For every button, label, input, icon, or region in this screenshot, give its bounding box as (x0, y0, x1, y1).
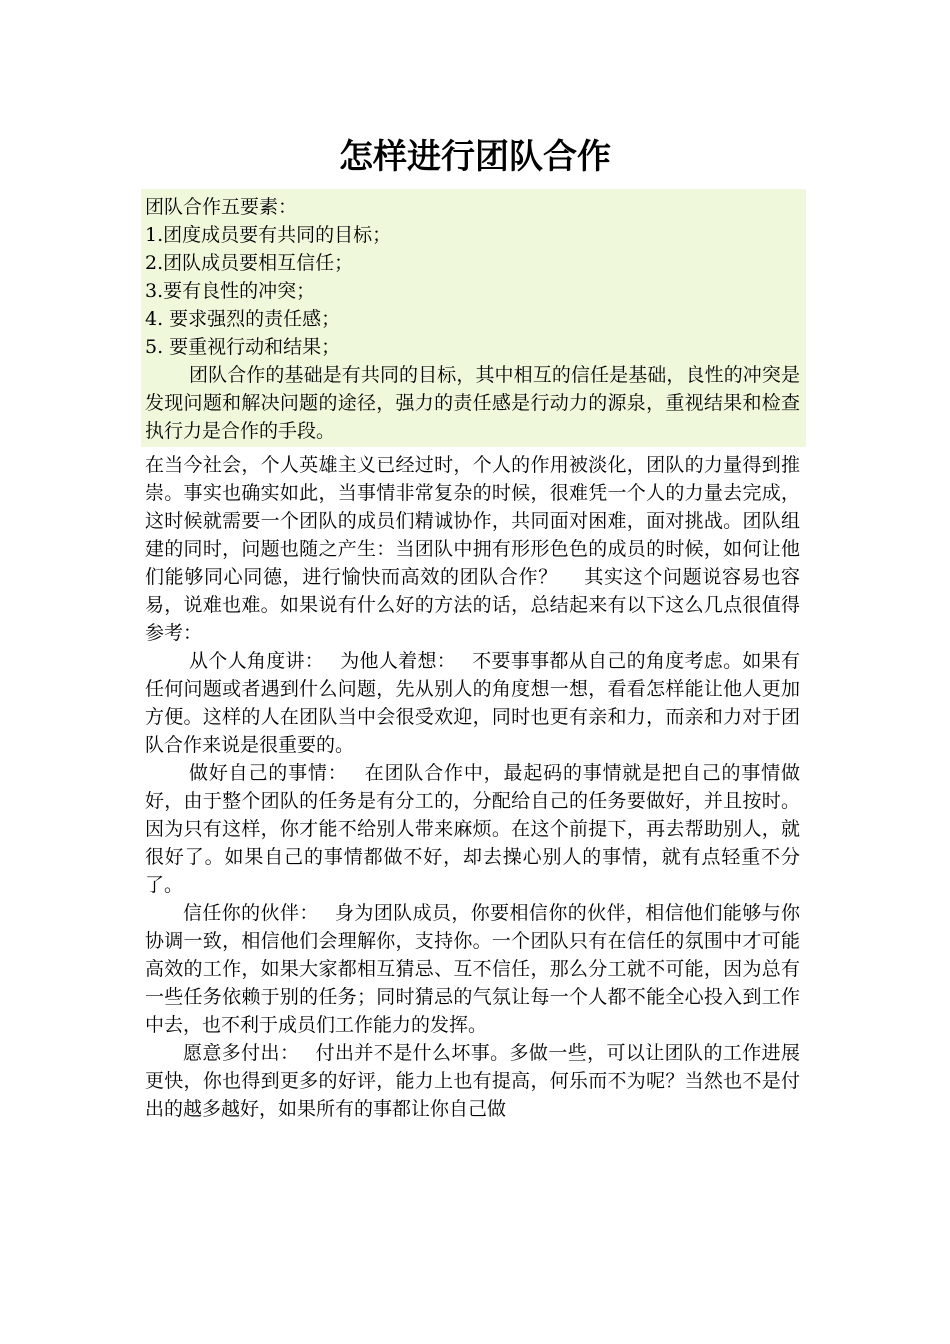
summary-item: 4. 要求强烈的责任感； (145, 308, 341, 330)
body-paragraph: 愿意多付出： 付出并不是什么坏事。多做一些，可以让团队的工作进展更快，你也得到更多的好评，能力上也有提高，何乐而不为呢？当然也不是付出的越多越好，如果所有的事都让你自己做 (145, 1042, 800, 1120)
summary-block (145, 193, 800, 445)
summary-item: 3.要有良性的冲突； (145, 280, 316, 302)
summary-conclusion: 团队合作的基础是有共同的目标，其中相互的信任是基础，良性的冲突是发现问题和解决问题的途径，强力的责任感是行动力的源泉，重视结果和检查执行力是合作的手段。 (145, 364, 800, 442)
summary-item: 1.团度成员要有共同的目标； (145, 224, 392, 246)
summary-item: 5. 要重视行动和结果； (145, 336, 341, 358)
body-paragraph: 从个人角度讲： 为他人着想： 不要事事都从自己的角度考虑。如果有任何问题或者遇到什么问题，先从别人的角度想一想，看看怎样能让他人更加方便。这样的人在团队当中会很受欢迎，同时也更有亲和力，而亲和力对于团队合作来说是很重要的。 (145, 650, 800, 756)
body-text (145, 451, 800, 1123)
body-paragraph: 信任你的伙伴： 身为团队成员，你要相信你的伙伴，相信他们能够与你协调一致，相信他们会理解你，支持你。一个团队只有在信任的氛围中才可能高效的工作，如果大家都相互猜忌、互不信任，那么分工就不可能，因为总有一些任务依赖于别的任务；同时猜忌的气氛让每一个人都不能全心投入到工作中去，也不利于成员们工作能力的发挥。 (145, 902, 800, 1036)
summary-heading: 团队合作五要素： (145, 196, 298, 218)
body-paragraph: 在当今社会，个人英雄主义已经过时，个人的作用被淡化，团队的力量得到推崇。事实也确实如此，当事情非常复杂的时候，很难凭一个人的力量去完成，这时候就需要一个团队的成员们精诚协作，共同面对困难，面对挑战。团队组建的同时，问题也随之产生：当团队中拥有形形色色的成员的时候，如何让他们能够同心同德，进行愉快而高效的团队合作？ 其实这个问题说容易也容易，说难也难。如果说有什么好的方法的话，总结起来有以下这么几点很值得参考： (145, 454, 800, 644)
body-paragraph: 做好自己的事情： 在团队合作中，最起码的事情就是把自己的事情做好，由于整个团队的任务是有分工的，分配给自己的任务要做好，并且按时。因为只有这样，你才能不给别人带来麻烦。在这个前提下，再去帮助别人，就很好了。如果自己的事情都做不好，却去操心别人的事情，就有点轻重不分了。 (145, 762, 800, 896)
document-title: 怎样进行团队合作 (339, 137, 611, 177)
summary-item: 2.团队成员要相互信任； (145, 252, 354, 274)
